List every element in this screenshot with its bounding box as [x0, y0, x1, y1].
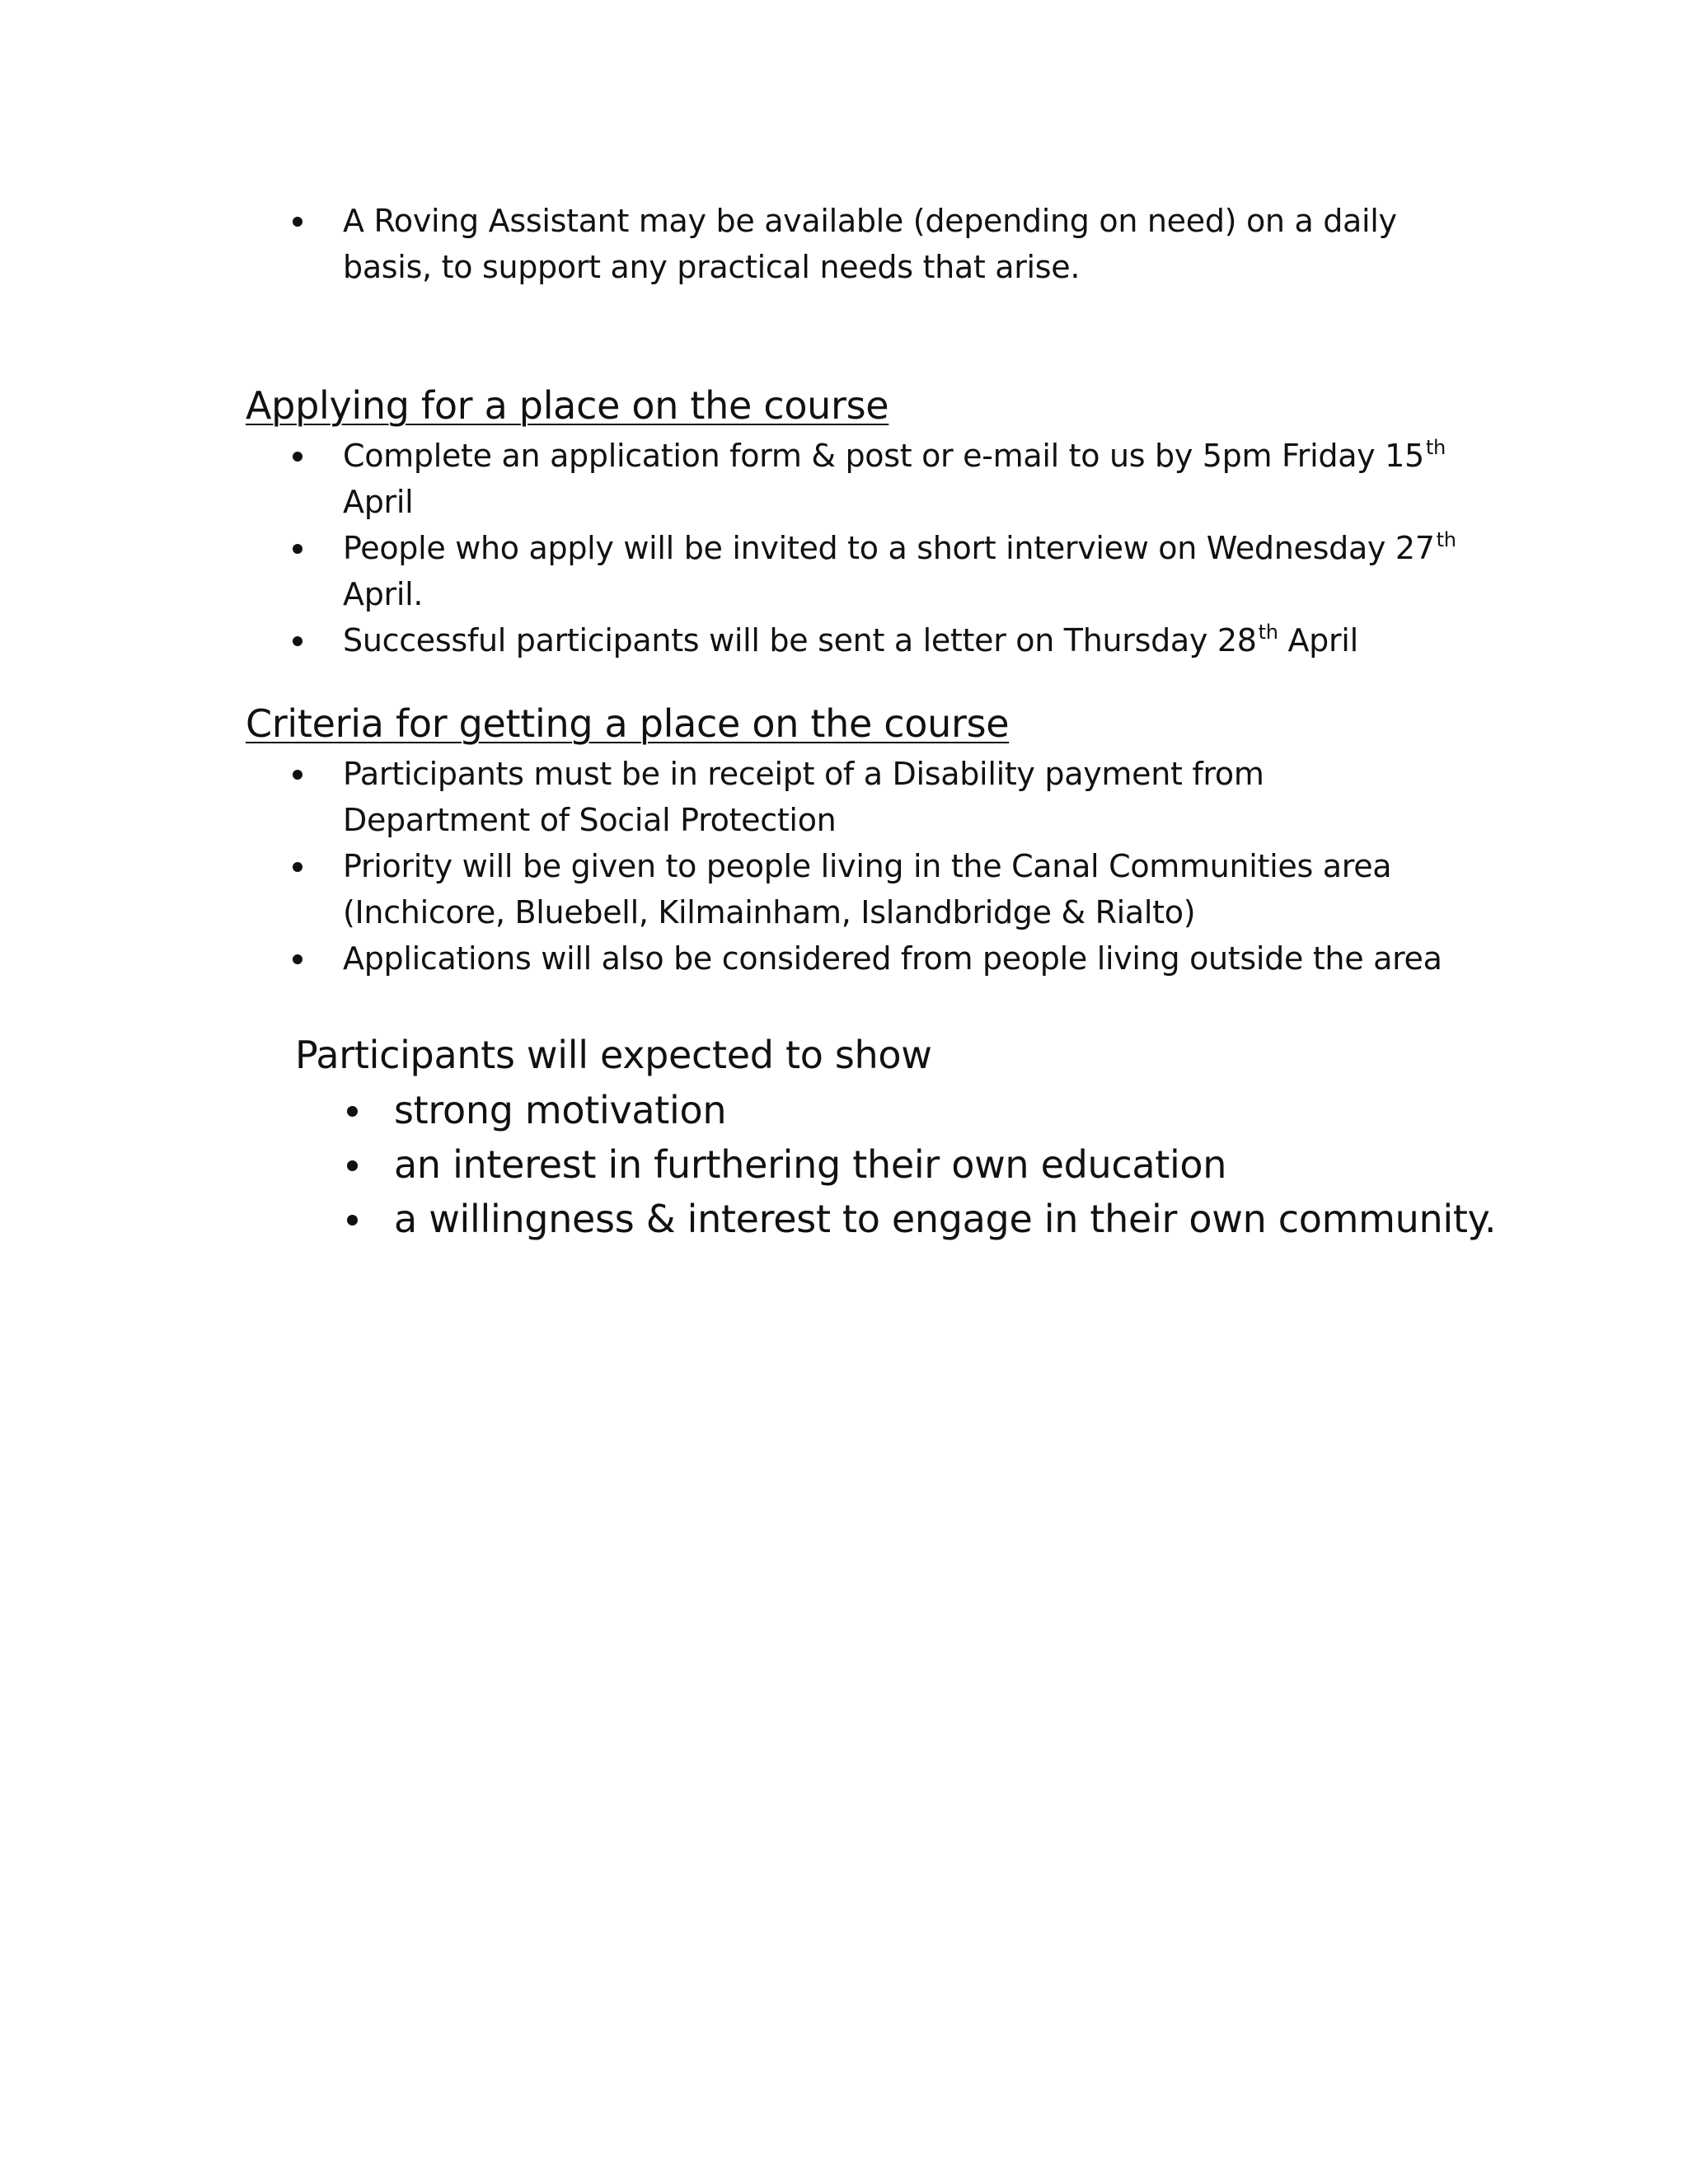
list-item: strong motivation	[347, 1083, 1496, 1137]
criteria-list	[293, 751, 1463, 982]
applying-list	[293, 433, 1463, 663]
list-item: Participants must be in receipt of a Disability payment from Department of Social Protection	[293, 751, 1332, 843]
list-item: a willingness & interest to engage in their own community.	[347, 1192, 1496, 1246]
intro-item-1-first-line: A Roving Assistant may be available (depending on need) on a daily	[343, 203, 1397, 239]
expectations-list	[347, 1083, 1496, 1246]
list-item: People who apply will be invited to a short interview on Wednesday 27th April.	[293, 525, 1463, 617]
expectations-title: Participants will expected to show	[295, 1033, 932, 1077]
list-item: Successful participants will be sent a letter on Thursday 28th April	[293, 617, 1463, 663]
criteria-heading: Criteria for getting a place on the course	[246, 701, 1010, 746]
list-item: an interest in furthering their own education	[347, 1137, 1496, 1192]
applying-heading: Applying for a place on the course	[246, 383, 889, 428]
intro-item-1-second-line: basis, to support any practical needs that arise.	[343, 249, 1081, 285]
list-item	[293, 198, 1447, 290]
list-item: Applications will also be considered from people living outside the area	[293, 935, 1463, 982]
list-item: Complete an application form & post or e-mail to us by 5pm Friday 15th April	[293, 433, 1463, 525]
intro-list	[293, 198, 1447, 290]
list-item: Priority will be given to people living in the Canal Communities area (Inchicore, Bluebell, Kilmainham, Islandbridge & Rialto)	[293, 843, 1447, 935]
